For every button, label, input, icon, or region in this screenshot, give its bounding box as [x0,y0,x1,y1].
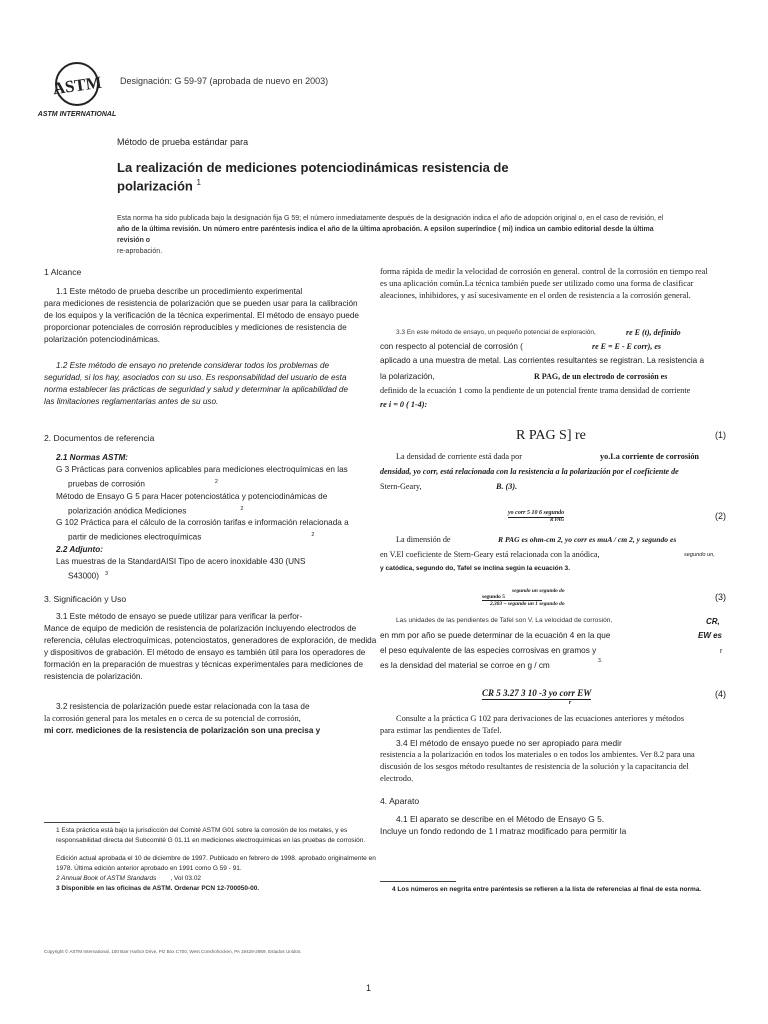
equation-3 [482,588,565,607]
para-3-1-line: referencia, células electroquímicas, potenciostatos, generadores de exploración, de medida [44,635,377,645]
equation-4-text: CR 5 3.27 3 10 -3 yo corr EW [482,688,592,698]
equation-1-text: R PAG S] re [516,428,586,443]
para-3-1-line: resistencia de polarización. [44,671,143,681]
para-consult-line: para estimar las pendientes de Tafel. [380,726,502,735]
para-units-line: Las unidades de las pendientes de Tafel son V. La velocidad de corrosión, [396,617,613,624]
equation-4-den: r [568,700,572,706]
ref-g3-line [44,476,380,491]
para-3-1-line: y dispositivos de grabación. El método de ensayo es también útil para los operadores de [44,647,366,657]
para-cont-line: forma rápida de medir la velocidad de corrosión en general. control de la corrosión en tiempo real [380,267,708,276]
para-3-3-line: 3.3 En este método de ensayo, un pequeño potencial de exploración, [396,329,596,336]
para-3-2-line: 3.2 resistencia de polarización puede estar relacionada con la tasa de [56,701,310,711]
footnote-4: 4 Los números en negrita entre paréntesis se refieren a la lista de referencias al final de esta norma. [392,886,702,893]
para-3-3-line: re i = 0 ( 1-4): [380,400,428,409]
footnote-separator [44,822,120,823]
footnote-edition: Edición actual aprobada el 10 de diciembre de 1997. Publicado en febrero de 1998. aprobado originalmente en [56,855,376,862]
footnote-ref-2: 2 [240,505,244,512]
ref-g3-text: pruebas de corrosión [68,479,145,489]
para-current-line: densidad, yo corr, está relacionada con la resistencia a la polarización por el coeficiente de [380,467,679,476]
equation-2-den: R PAG [549,518,565,523]
title-text: La realización de mediciones potenciodinámicas resistencia de polarización [117,160,509,194]
footnote-1: responsabilidad directa del Subcomité G 01.11 en mediciones electroquímicas en las pruebas de corrosión. [56,837,366,844]
para-3-2-line: mi corr. mediciones de la resistencia de polarización son una precisa y [44,725,321,735]
adjunct-line: Las muestras de la StandardAISI Tipo de acero inoxidable 430 (UNS [56,557,306,567]
footnote-1: 1 Esta práctica está bajo la jurisdicción del Comité ASTM G01 sobre la corrosión de los metales, y es [56,827,348,834]
para-dimension-line: R PAG es ohm-cm 2, yo corr es muA / cm 2, y segundo es [498,535,677,544]
para-dimension-symbol: segundo un, [684,552,715,558]
para-1-2-line: seguridad, si los hay, asociados con su uso. Es responsabilidad del usuario de esta [44,373,347,382]
para-cont-line: es una aplicación común.La técnica también puede ser utilizado como una forma de clasificar [380,279,694,288]
subsection-2-1: 2.1 Normas ASTM: [56,453,129,462]
para-units-symbol: EW es [698,631,723,640]
copyright: Copyright © ASTM International, 100 Barr Harbor Drive, PO Box C700, West Conshohocken, PA 19428-2959, Estados Unidos. [44,949,302,954]
document-subtitle: Método de prueba estándar para [117,137,249,147]
ref-g102-line [44,529,380,544]
para-cont-line: aleaciones, inhibidores, y así sucesivamente en el orden de resistencia a la corrosión general. [380,291,691,300]
para-3-4-line: 3.4 El método de ensayo puede no ser apropiado para medir [396,738,622,748]
para-3-4-line: electrodo. [380,774,414,783]
equation-3-num: segundo un segundo do [512,588,565,594]
para-units-line: el peso equivalente de las especies corrosivas en gramos y [380,646,597,655]
para-3-4-line: resistencia a la polarización en todos los materiales o en todos los ambientes. Ver 8.2 para una [380,750,695,759]
para-3-3-symbol: re E (t), definido [626,328,681,337]
equation-4-number: (4) [715,689,726,699]
notice-line-2: año de la última revisión. Un número entre paréntesis indica el año de la última aprobación. A epsilon superíndice ( mi) indica un cambio editorial desde la última revisión o [117,226,654,244]
ref-g5-line: Método de Ensayo G 5 para Hacer potenciostática y potenciodinámicas de [56,491,328,501]
subsection-2-2: 2.2 Adjunto: [56,545,103,555]
para-3-3-line: aplicado a una muestra de metal. Las corrientes resultantes se registran. La resistencia a [380,356,705,365]
para-3-3-line: definido de la ecuación 1 como la pendiente de un potencial frente trama densidad de corriente [380,386,691,395]
ref-g5-text: polarización anódica Mediciones [68,506,187,516]
title-footnote-ref: 1 [196,178,201,187]
left-column [44,266,380,737]
para-3-3-symbol: re E = E - E corr), es [592,342,661,351]
para-current-line: Stern-Geary, [380,482,422,491]
footnote-ref-2: 2 [214,479,218,485]
para-units-symbol: r [720,648,723,655]
para-dimension-line: en V.El coeficiente de Stern-Geary está relacionada con la anódica, [380,550,600,559]
notice-line-3: re-aprobación. [117,248,163,255]
document-title [117,160,537,193]
para-units-line: en mm por año se puede determinar de la ecuación 4 en la que [380,631,611,640]
para-1-1-line: para mediciones de resistencia de polarización que se pueden usar para la calibración [44,299,358,308]
footnote-ref-3: 3 [104,571,109,578]
astm-logo [37,60,117,120]
equation-4 [482,688,591,706]
equation-2 [508,510,564,523]
footnote-separator [380,881,456,882]
para-4-1-line: Incluye un fondo redondo de 1 l matraz modificado para permitir la [380,826,627,836]
equation-1-number: (1) [715,430,726,440]
right-column [380,266,730,316]
para-3-3-line: con respecto al potencial de corrosión ( [380,342,523,351]
footnote-2 [44,874,384,884]
footnote-2-book: 2 Annual Book of ASTM Standards [56,875,157,882]
para-units-symbol: 3. [598,658,603,664]
para-1-1-line: de los equipos y la verificación de la técnica experimental. El método de ensayo puede [44,311,359,320]
para-3-3-line: la polarización, [380,372,435,381]
ref-g3-line: G 3 Prácticas para convenios aplicables para mediciones electroquímicas en las [56,465,348,474]
para-current-line: La densidad de corriente está dada por [396,452,522,461]
equation-3-den: 2,303 ~ segundo un 1 segundo do [490,601,565,607]
ref-g102-text: partir de mediciones electroquímicas [68,533,202,543]
para-1-1-line: proporcionar potenciales de corrosión reproducibles y mediciones de resistencia de [44,323,347,332]
svg-text:ASTM: ASTM [51,72,103,99]
section-4-heading: 4. Aparato [380,796,420,806]
page-number: 1 [366,983,372,993]
para-3-1-line: Mance de equipo de medición de resistencia de polarización incluyendo electrodos de [44,623,357,633]
para-1-2-line: 1.2 Este método de ensayo no pretende considerar todos los problemas de [56,361,330,370]
para-units-line: es la densidad del material se corroe en g / cm [380,661,550,670]
para-4-1-line: 4.1 El aparato se describe en el Método de Ensayo G 5. [396,814,605,824]
para-current-line: yo.La corriente de corrosión [600,452,699,461]
footnote-ref-2: 2 [311,532,315,539]
standard-notice [117,213,677,257]
ref-g102-line: G 102 Práctica para el cálculo de la corrosión tarifas e información relacionada a [56,518,349,528]
section-1-heading: 1 Alcance [44,267,82,277]
section-2-heading: 2. Documentos de referencia [44,433,155,443]
footnote-2-vol: , Vol 03.02 [170,875,202,882]
footnotes-left [44,826,384,894]
para-1-1-line: 1.1 Este método de prueba describe un procedimiento experimental [56,287,303,296]
para-consult-line: Consulte a la práctica G 102 para derivaciones de las ecuaciones anteriores y métodos [396,714,685,723]
equation-3-lhs: segundo 5 [482,594,542,601]
notice-line-1: Esta norma ha sido publicada bajo la designación fija G 59; el número inmediatamente después de la designación indica el año de adopción original o, en el caso de revisión, el [117,215,664,222]
logo-text: ASTM INTERNATIONAL [37,111,117,118]
para-3-3-symbol: R PAG, de un electrodo de corrosión es [534,372,668,381]
adjunct-text: S43000) [68,571,99,581]
ref-g5-line [44,503,380,518]
para-3-1-line: formación en la preparación de muestras y técnicas experimentales para mediciones de [44,659,364,669]
adjunct-line [44,568,380,583]
section-3-heading: 3. Significación y Uso [44,593,127,604]
para-current-line: B. (3). [496,482,518,491]
para-units-symbol: CR, [706,617,720,626]
para-3-4-line: discusión de los sesgos método resultantes de resistencia de la solución y la capacitancia del [380,762,689,771]
equation-3-number: (3) [715,592,726,602]
para-dimension-line: y catódica, segundo do, Tafel se inclina según la ecuación 3. [380,565,571,572]
footnote-3: 3 Disponible en las oficinas de ASTM. Ordenar PCN 12-700050-00. [56,885,260,892]
para-1-1-line: polarización potenciodinámicas. [44,335,161,344]
para-1-2-line: las limitaciones reglamentarias antes de su uso. [44,397,219,406]
footnote-edition: 1978. Última edición anterior aprobado en 1991 como G 59 - 91. [56,865,242,872]
designation: Designación: G 59-97 (aprobada de nuevo en 2003) [120,76,329,86]
para-3-2-line: la corrosión general para los metales en o cerca de su potencial de corrosión, [44,713,301,723]
right-column-lower [380,713,730,837]
equation-1 [516,426,586,444]
para-dimension-line: La dimensión de [396,535,451,544]
equation-2-number: (2) [715,511,726,521]
equation-2-num: yo corr 5 10 6 segundo [508,510,565,516]
para-3-1-line: 3.1 Este método de ensayo se puede utilizar para verificar la perfor- [56,611,303,621]
para-1-2-line: norma establecer las prácticas de seguridad y salud y determinar la aplicabilidad de [44,385,349,394]
